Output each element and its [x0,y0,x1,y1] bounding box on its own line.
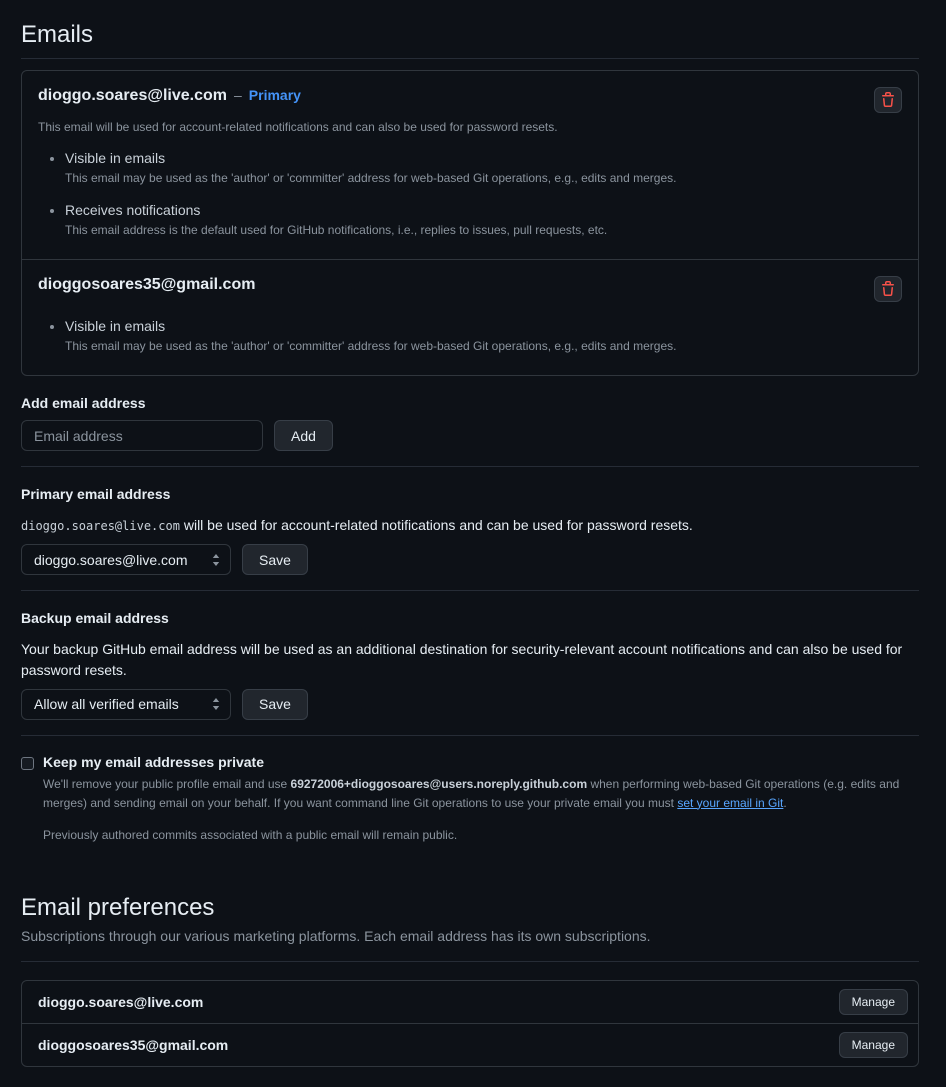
add-email-heading: Add email address [21,395,146,411]
privacy-section [21,736,919,845]
email-property [65,150,902,185]
privacy-note-2: Previously authored commits associated with a public email will remain public. [43,828,458,843]
primary-email-save-button[interactable]: Save [242,544,308,575]
select-caret-icon [212,554,220,566]
primary-email-form [21,544,919,575]
primary-email-note-text: will be used for account-related notifications and can be used for password resets. [179,517,693,533]
email-title-wrap [38,87,301,105]
property-detail: This email may be used as the 'author' or 'committer' address for web-based Git operations, e.g., edits and merges. [65,339,677,353]
privacy-note [43,775,919,812]
backup-email-section [21,591,919,736]
emails-card [21,70,919,376]
property-detail: This email may be used as the 'author' or 'committer' address for web-based Git operations, e.g., edits and merges. [65,171,677,185]
email-property [65,318,902,353]
preference-email: dioggosoares35@gmail.com [38,1036,229,1053]
backup-email-form [21,689,919,720]
email-properties-list [38,150,902,237]
email-item-primary [22,71,918,259]
preference-row [22,981,918,1023]
select-caret-icon [212,698,220,710]
backup-email-save-button[interactable]: Save [242,689,308,720]
primary-badge: Primary [248,87,301,103]
email-description: This email will be used for account-related notifications and can also be used for password resets. [38,120,558,134]
privacy-note-after: . [783,795,787,810]
manage-button[interactable]: Manage [839,989,908,1015]
delete-email-button[interactable] [874,87,902,113]
email-preferences-card [21,980,919,1067]
privacy-note-before: We'll remove your public profile email and use [43,776,291,791]
primary-email-section [21,467,919,591]
primary-email-selected: dioggo.soares@live.com [34,551,188,568]
email-item-secondary [22,259,918,375]
email-address-input[interactable] [21,420,263,451]
email-properties-list [38,318,902,353]
primary-email-select[interactable] [21,544,231,575]
primary-email-heading: Primary email address [21,486,171,502]
email-preferences-title: Email preferences [21,893,215,921]
noreply-email: 69272006+dioggosoares@users.noreply.github.com [290,776,588,791]
manage-button[interactable]: Manage [839,1032,908,1058]
email-title-wrap [38,276,255,294]
email-address: dioggosoares35@gmail.com [38,276,256,293]
property-title: • Visible in emails [65,318,166,334]
backup-email-note: Your backup GitHub email address will be used as an additional destination for security-relevant account notifications and can also be used for password resets. [21,641,903,678]
preference-row [22,1023,918,1066]
email-address: dioggo.soares@live.com [38,87,227,104]
add-email-section [21,376,919,467]
email-header [38,87,902,113]
header-divider [21,58,919,59]
backup-email-heading: Backup email address [21,610,169,627]
property-detail: This email address is the default used for GitHub notifications, i.e., replies to issues, pull requests, etc. [65,223,608,237]
delete-email-button[interactable] [874,276,902,302]
page-title: Emails [21,21,94,48]
primary-email-note [21,515,919,535]
set-email-in-git-link[interactable]: set your email in Git [677,795,784,810]
email-header [38,276,902,302]
backup-email-select[interactable] [21,689,231,720]
email-preferences-subtitle: Subscriptions through our various marketing platforms. Each email address has its own subscriptions. [21,927,651,944]
add-email-form [21,420,919,451]
property-title: • Visible in emails [65,150,166,166]
preference-email: dioggo.soares@live.com [38,993,204,1010]
privacy-content [43,754,919,845]
email-separator: – [233,87,242,103]
privacy-note-middle: when performing web-based Git operations (e.g. edits and merges) and sending email on your behalf. If you want command line Git operations to use your private email you must [43,776,900,810]
add-email-button[interactable]: Add [274,420,333,451]
keep-private-checkbox[interactable] [21,757,34,770]
trash-icon [880,281,896,297]
email-property [65,202,902,237]
primary-email-code: dioggo.soares@live.com [21,519,180,533]
backup-email-selected: Allow all verified emails [34,696,179,713]
keep-private-label: Keep my email addresses private [43,753,265,770]
preferences-divider [21,961,919,962]
trash-icon [880,92,896,108]
property-title: • Receives notifications [65,202,201,218]
